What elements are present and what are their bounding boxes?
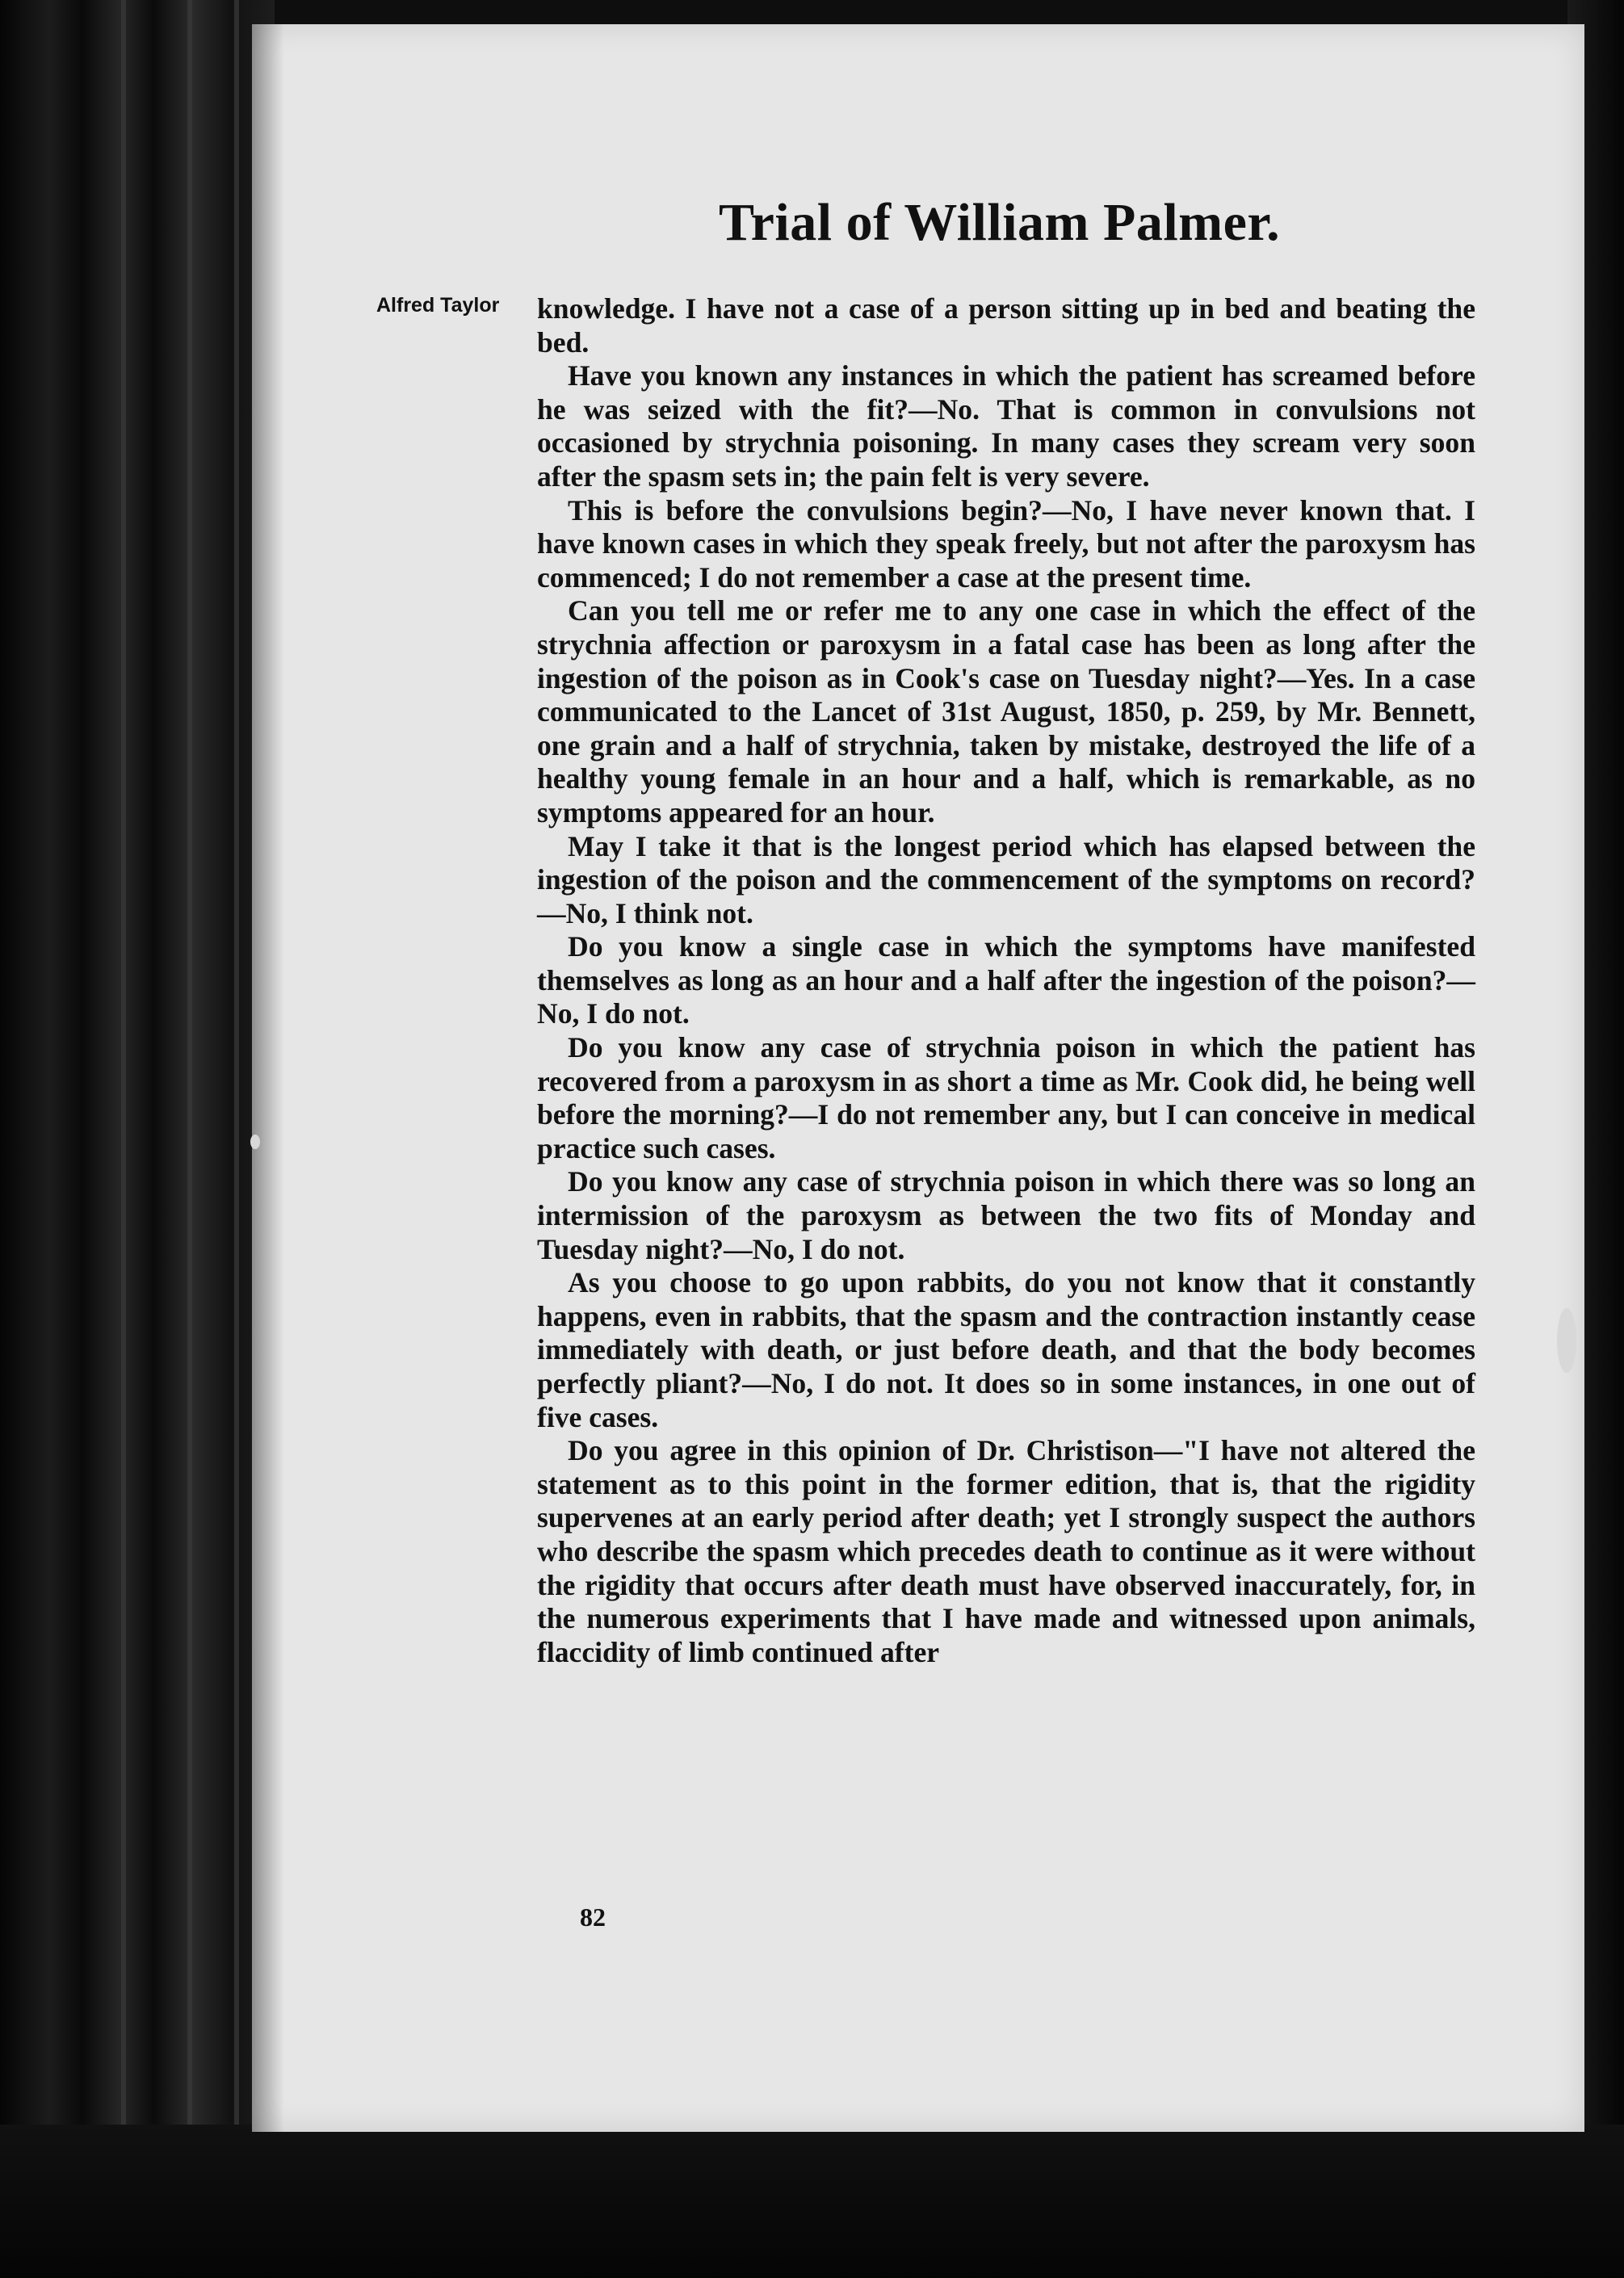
speaker-side-note: Alfred Taylor [376,294,500,317]
paragraph: May I take it that is the longest period which has elapsed between the ingestion of the poison and the commencement of the symptoms on record?—No, I think not. [537,829,1475,929]
paragraph: As you choose to go upon rabbits, do you not know that it constantly happens, even in rabbits, that the spasm and the contraction instantly cease immediately with death, or just before death, and that the body becomes perfectly pliant?—No, I do not. It does so in some instances, in one out of five cases. [537,1266,1475,1433]
paragraph: Have you known any instances in which the patient has screamed before he was seized with the fit?—No. That is common in convulsions not occasioned by strychnia poisoning. In many cases they scream very soon after the spasm sets in; the pain felt is very severe. [537,359,1475,493]
paragraph: Do you know any case of strychnia poison in which there was so long an intermission of the paroxysm as between the two fits of Monday and Tuesday night?—No, I do not. [537,1165,1475,1265]
paragraph: This is before the convulsions begin?—No, I have never known that. I have known cases in which they speak freely, but not after the paroxysm has commenced; I do not remember a case at the present time. [537,493,1475,594]
paper-tear-mark [1557,1308,1576,1373]
running-title: Trial of William Palmer. [719,193,1281,252]
paragraph: Can you tell me or refer me to any one case in which the effect of the strychnia affection or paroxysm in a fatal case has been as long after the ingestion of the poison as in Cook's case on Tuesday night?—Yes. In a case communicated to the Lancet of 31st August, 1850, p. 259, by Mr. Bennett, one grain and a half of strychnia, taken by mistake, destroyed the life of a healthy young female in an hour and a half, which is remarkable, as no symptoms appeared for an hour. [537,594,1475,829]
page-number: 82 [580,1903,606,1932]
book-spine-edge [0,0,275,2278]
binding-line [234,0,239,2278]
page-body-text [537,292,1475,1669]
paper-speck [250,1135,260,1149]
scan-bottom-border [0,2125,1624,2278]
binding-line [187,0,192,2278]
page-gutter-shadow [252,24,284,2132]
paragraph: Do you know a single case in which the symptoms have manifested themselves as long as an hour and a half after the ingestion of the poison?—No, I do not. [537,930,1475,1030]
paragraph: Do you agree in this opinion of Dr. Christison—"I have not altered the statement as to this point in the former edition, that is, that the rigidity supervenes at an early period after death; yet I strongly suspect the authors who describe the spasm which precedes death to continue as it were without the rigidity that occurs after death must have observed inaccurately, for, in the numerous experiments that I have made and witnessed upon animals, flaccidity of limb continued after [537,1434,1475,1668]
binding-line [121,0,126,2278]
paragraph: knowledge. I have not a case of a person sitting up in bed and beating the bed. [537,292,1475,359]
paragraph: Do you know any case of strychnia poison in which the patient has recovered from a paroxysm in as short a time as Mr. Cook did, he being well before the morning?—I do not remember any, but I can conceive in medical practice such cases. [537,1031,1475,1164]
